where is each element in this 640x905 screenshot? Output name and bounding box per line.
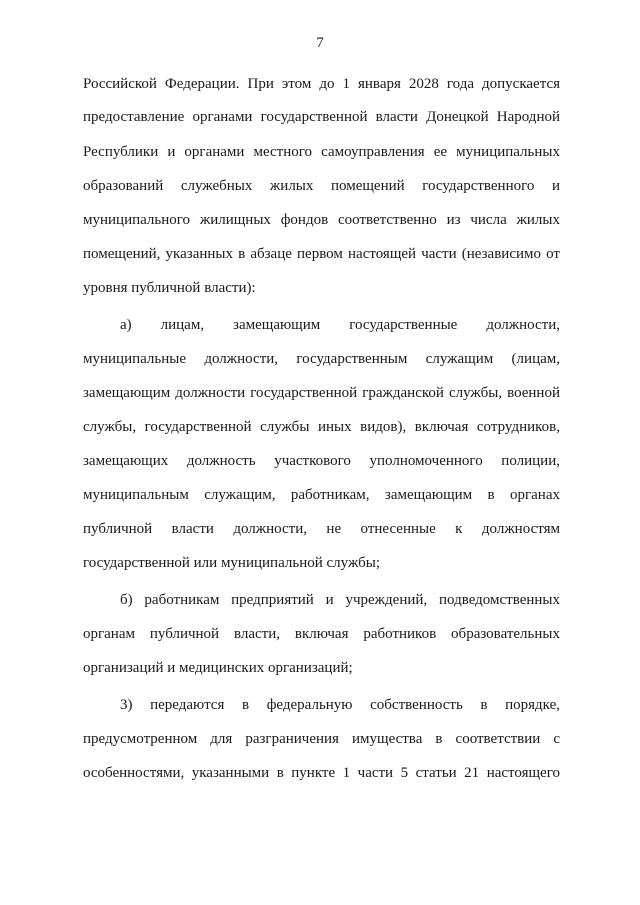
text-line: государственной или муниципальной службы; (83, 555, 380, 571)
text-line: особенностями, указанными в пункте 1 части 5 статьи 21 настоящего (83, 765, 560, 781)
text-line: службы, государственной службы иных видов), включая сотрудников, (83, 419, 560, 435)
text-line: органам публичной власти, включая работников образовательных (83, 626, 560, 642)
text-line: помещений, указанных в абзаце первом настоящей части (независимо от (83, 246, 560, 262)
text-line: замещающим должности государственной гражданской службы, военной (83, 385, 560, 401)
list-item-3: 3) передаются в федеральную собственность в порядке, (120, 697, 560, 713)
list-item-b: б) работникам предприятий и учреждений, подведомственных (120, 592, 560, 608)
text-line: предусмотренном для разграничения имущества в соответствии с (83, 731, 560, 747)
text-line: организаций и медицинских организаций; (83, 660, 353, 676)
text-line: Республики и органами местного самоуправления ее муниципальных (83, 144, 560, 160)
text-line: замещающих должность участкового уполномоченного полиции, (83, 453, 560, 469)
text-line: уровня публичной власти): (83, 280, 256, 296)
text-line: муниципальные должности, государственным служащим (лицам, (83, 351, 560, 367)
text-line: Российской Федерации. При этом до 1 января 2028 года допускается (83, 76, 560, 92)
text-line: публичной власти должности, не отнесенные к должностям (83, 521, 560, 537)
text-line: муниципального жилищных фондов соответственно из числа жилых (83, 212, 560, 228)
text-line: образований служебных жилых помещений государственного и (83, 178, 560, 194)
page-number: 7 (316, 35, 324, 51)
text-line: муниципальным служащим, работникам, замещающим в органах (83, 487, 560, 503)
text-line: предоставление органами государственной власти Донецкой Народной (83, 109, 560, 125)
list-item-a: а) лицам, замещающим государственные должности, (120, 317, 560, 333)
